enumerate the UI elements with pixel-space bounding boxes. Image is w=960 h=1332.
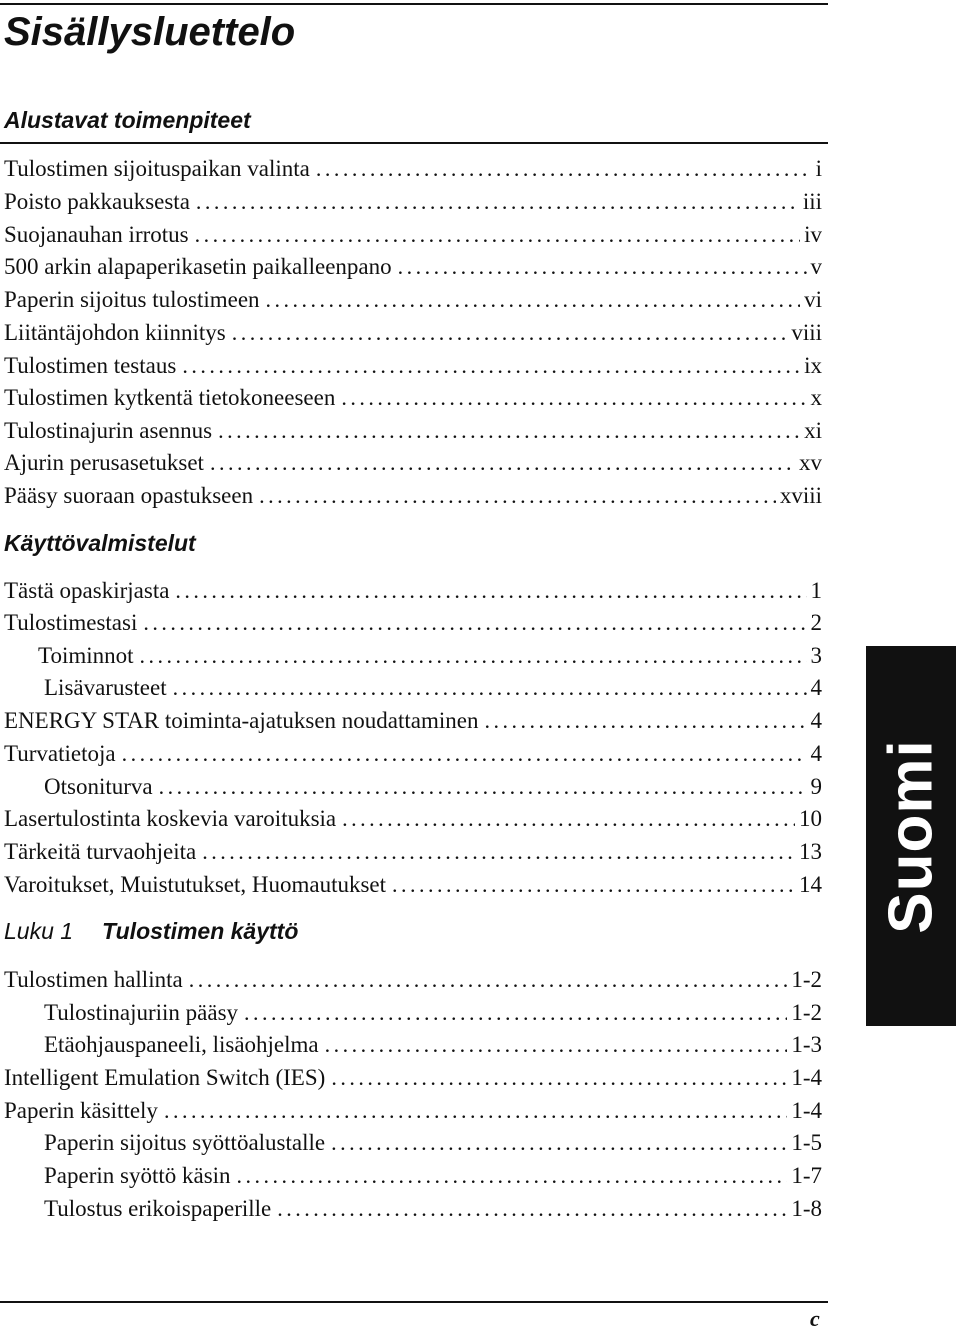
dot-leader — [143, 606, 806, 639]
toc-entry[interactable] — [4, 349, 822, 382]
toc-entry-page: xv — [799, 450, 822, 475]
toc-entry[interactable] — [4, 835, 822, 868]
dot-leader — [202, 835, 795, 868]
toc-entry-label: Tulostimestasi — [4, 610, 138, 635]
toc-entry-label: Tästä opaskirjasta — [4, 578, 170, 603]
toc-entry-page: iv — [804, 222, 822, 247]
toc-entry-page: 3 — [810, 643, 822, 668]
toc-entry-page: 1-4 — [791, 1065, 822, 1090]
toc-entry-page: xi — [804, 418, 822, 443]
toc-entry-label: Varoitukset, Muistutukset, Huomautukset — [4, 872, 387, 897]
toc-entry-page: viii — [791, 320, 822, 345]
toc-entry[interactable] — [4, 737, 822, 770]
toc-entry[interactable] — [4, 1094, 822, 1127]
dot-leader — [140, 639, 807, 672]
chapter-number: Luku 1 — [4, 918, 74, 944]
toc-entry-page: xviii — [779, 483, 822, 508]
dot-leader — [232, 316, 788, 349]
top-rule — [0, 3, 828, 5]
toc-entry[interactable] — [4, 250, 822, 283]
section-rule — [0, 142, 828, 144]
toc-entry-page: 4 — [810, 741, 822, 766]
toc-entry-label: Etäohjauspaneeli, lisäohjelma — [44, 1032, 319, 1057]
section-heading-kayttovalmistelut: Käyttövalmistelut — [4, 530, 196, 556]
toc-entry-label: Suojanauhan irrotus — [4, 222, 189, 247]
toc-entry-label: Tulostimen kytkentä tietokoneeseen — [4, 385, 336, 410]
toc-entry-page: i — [815, 156, 822, 181]
toc-entry-label: Lisävarusteet — [44, 675, 167, 700]
toc-entry-label: Poisto pakkauksesta — [4, 189, 190, 214]
toc-entry-page: 1-4 — [791, 1098, 822, 1123]
toc-entry[interactable] — [4, 446, 822, 479]
language-tab-label: Suomi — [876, 738, 946, 934]
dot-leader — [392, 868, 795, 901]
dot-leader — [237, 1159, 788, 1192]
toc-entry[interactable] — [4, 1192, 822, 1225]
toc-entry[interactable] — [4, 1126, 822, 1159]
toc-entry-label: Turvatietoja — [4, 741, 116, 766]
toc-entry-page: 1-2 — [791, 1000, 822, 1025]
toc-entry-label: Lasertulostinta koskevia varoituksia — [4, 806, 337, 831]
chapter-heading — [4, 916, 298, 946]
toc-entry[interactable] — [4, 1159, 822, 1192]
dot-leader — [342, 802, 795, 835]
toc-entry-page: 13 — [799, 839, 822, 864]
toc-entry-label: Tulostinajuriin pääsy — [44, 1000, 239, 1025]
toc-entry-label: Paperin sijoitus tulostimeen — [4, 287, 260, 312]
toc-entry-label: ENERGY STAR toiminta-ajatuksen noudattaminen — [4, 708, 479, 733]
page-title: Sisällysluettelo — [4, 10, 296, 54]
dot-leader — [159, 770, 807, 803]
toc-entry-page: 2 — [810, 610, 822, 635]
dot-leader — [341, 381, 806, 414]
toc-entry-page: 1-3 — [791, 1032, 822, 1057]
language-tab — [866, 646, 956, 1026]
toc-entry[interactable] — [4, 639, 822, 672]
dot-leader — [277, 1192, 787, 1225]
dot-leader — [173, 671, 807, 704]
toc-entry[interactable] — [4, 185, 822, 218]
dot-leader — [244, 996, 787, 1029]
toc-entry[interactable] — [4, 704, 822, 737]
dot-leader — [218, 414, 800, 447]
toc-entry[interactable] — [4, 1028, 822, 1061]
toc-entry-label: Ajurin perusasetukset — [4, 450, 204, 475]
toc-entry-label: Tulostimen hallinta — [4, 967, 183, 992]
footer-page-number: c — [810, 1306, 820, 1331]
dot-leader — [316, 152, 812, 185]
dot-leader — [164, 1094, 787, 1127]
toc-entry-page: 4 — [810, 675, 822, 700]
toc-entry[interactable] — [4, 1061, 822, 1094]
toc-entry-page: 4 — [810, 708, 822, 733]
toc-entry[interactable] — [4, 606, 822, 639]
dot-leader — [189, 963, 788, 996]
toc-entry[interactable] — [4, 802, 822, 835]
toc-entry[interactable] — [4, 414, 822, 447]
toc-entry-label: 500 arkin alapaperikasetin paikalleenpano — [4, 254, 392, 279]
toc-entry-label: Tulostus erikoispaperille — [44, 1196, 272, 1221]
toc-entry[interactable] — [4, 479, 822, 512]
dot-leader — [195, 218, 801, 251]
toc-entry-page: 1-8 — [791, 1196, 822, 1221]
section-heading-alustavat: Alustavat toimenpiteet — [4, 107, 251, 133]
dot-leader — [175, 574, 806, 607]
toc-entry-label: Tulostimen testaus — [4, 353, 177, 378]
toc-entry[interactable] — [4, 996, 822, 1029]
toc-entry-page: 1-5 — [791, 1130, 822, 1155]
toc-entry[interactable] — [4, 770, 822, 803]
toc-entry-label: Otsoniturva — [44, 774, 153, 799]
toc-entry-label: Tulostimen sijoituspaikan valinta — [4, 156, 310, 181]
toc-entry-page: 10 — [799, 806, 822, 831]
toc-entry-page: ix — [804, 353, 822, 378]
toc-entry-page: vi — [804, 287, 822, 312]
toc-entry-page: x — [810, 385, 822, 410]
toc-entry[interactable] — [4, 316, 822, 349]
toc-entry[interactable] — [4, 218, 822, 251]
toc-entry-page: 1-2 — [791, 967, 822, 992]
dot-leader — [484, 704, 806, 737]
dot-leader — [196, 185, 799, 218]
toc-entry[interactable] — [4, 963, 822, 996]
toc-entry[interactable] — [4, 283, 822, 316]
toc-entry-page: v — [810, 254, 822, 279]
toc-entry-label: Intelligent Emulation Switch (IES) — [4, 1065, 326, 1090]
dot-leader — [266, 283, 801, 316]
dot-leader — [210, 446, 795, 479]
toc-entry[interactable] — [4, 574, 822, 607]
toc-entry-label: Liitäntäjohdon kiinnitys — [4, 320, 226, 345]
toc-entry-label: Tulostinajurin asennus — [4, 418, 213, 443]
toc-entry[interactable] — [4, 671, 822, 704]
toc-entry-label: Pääsy suoraan opastukseen — [4, 483, 254, 508]
toc-entry-page: 1 — [810, 578, 822, 603]
toc-entry-label: Paperin sijoitus syöttöalustalle — [44, 1130, 326, 1155]
toc-entry-label: Tärkeitä turvaohjeita — [4, 839, 197, 864]
dot-leader — [398, 250, 807, 283]
toc-entry[interactable] — [4, 381, 822, 414]
toc-entry[interactable] — [4, 868, 822, 901]
dot-leader — [259, 479, 776, 512]
toc-entry-label: Paperin käsittely — [4, 1098, 158, 1123]
toc-entry-page: 1-7 — [791, 1163, 822, 1188]
dot-leader — [122, 737, 807, 770]
toc-entry-label: Paperin syöttö käsin — [44, 1163, 231, 1188]
dot-leader — [331, 1061, 787, 1094]
toc-entry-page: 14 — [799, 872, 822, 897]
bottom-rule — [0, 1301, 828, 1303]
toc-entry-page: 9 — [810, 774, 822, 799]
dot-leader — [331, 1126, 787, 1159]
toc-entry[interactable] — [4, 152, 822, 185]
toc-entry-page: iii — [802, 189, 822, 214]
dot-leader — [182, 349, 800, 382]
chapter-title: Tulostimen käyttö — [102, 918, 299, 944]
toc-entry-label: Toiminnot — [38, 643, 134, 668]
dot-leader — [325, 1028, 788, 1061]
